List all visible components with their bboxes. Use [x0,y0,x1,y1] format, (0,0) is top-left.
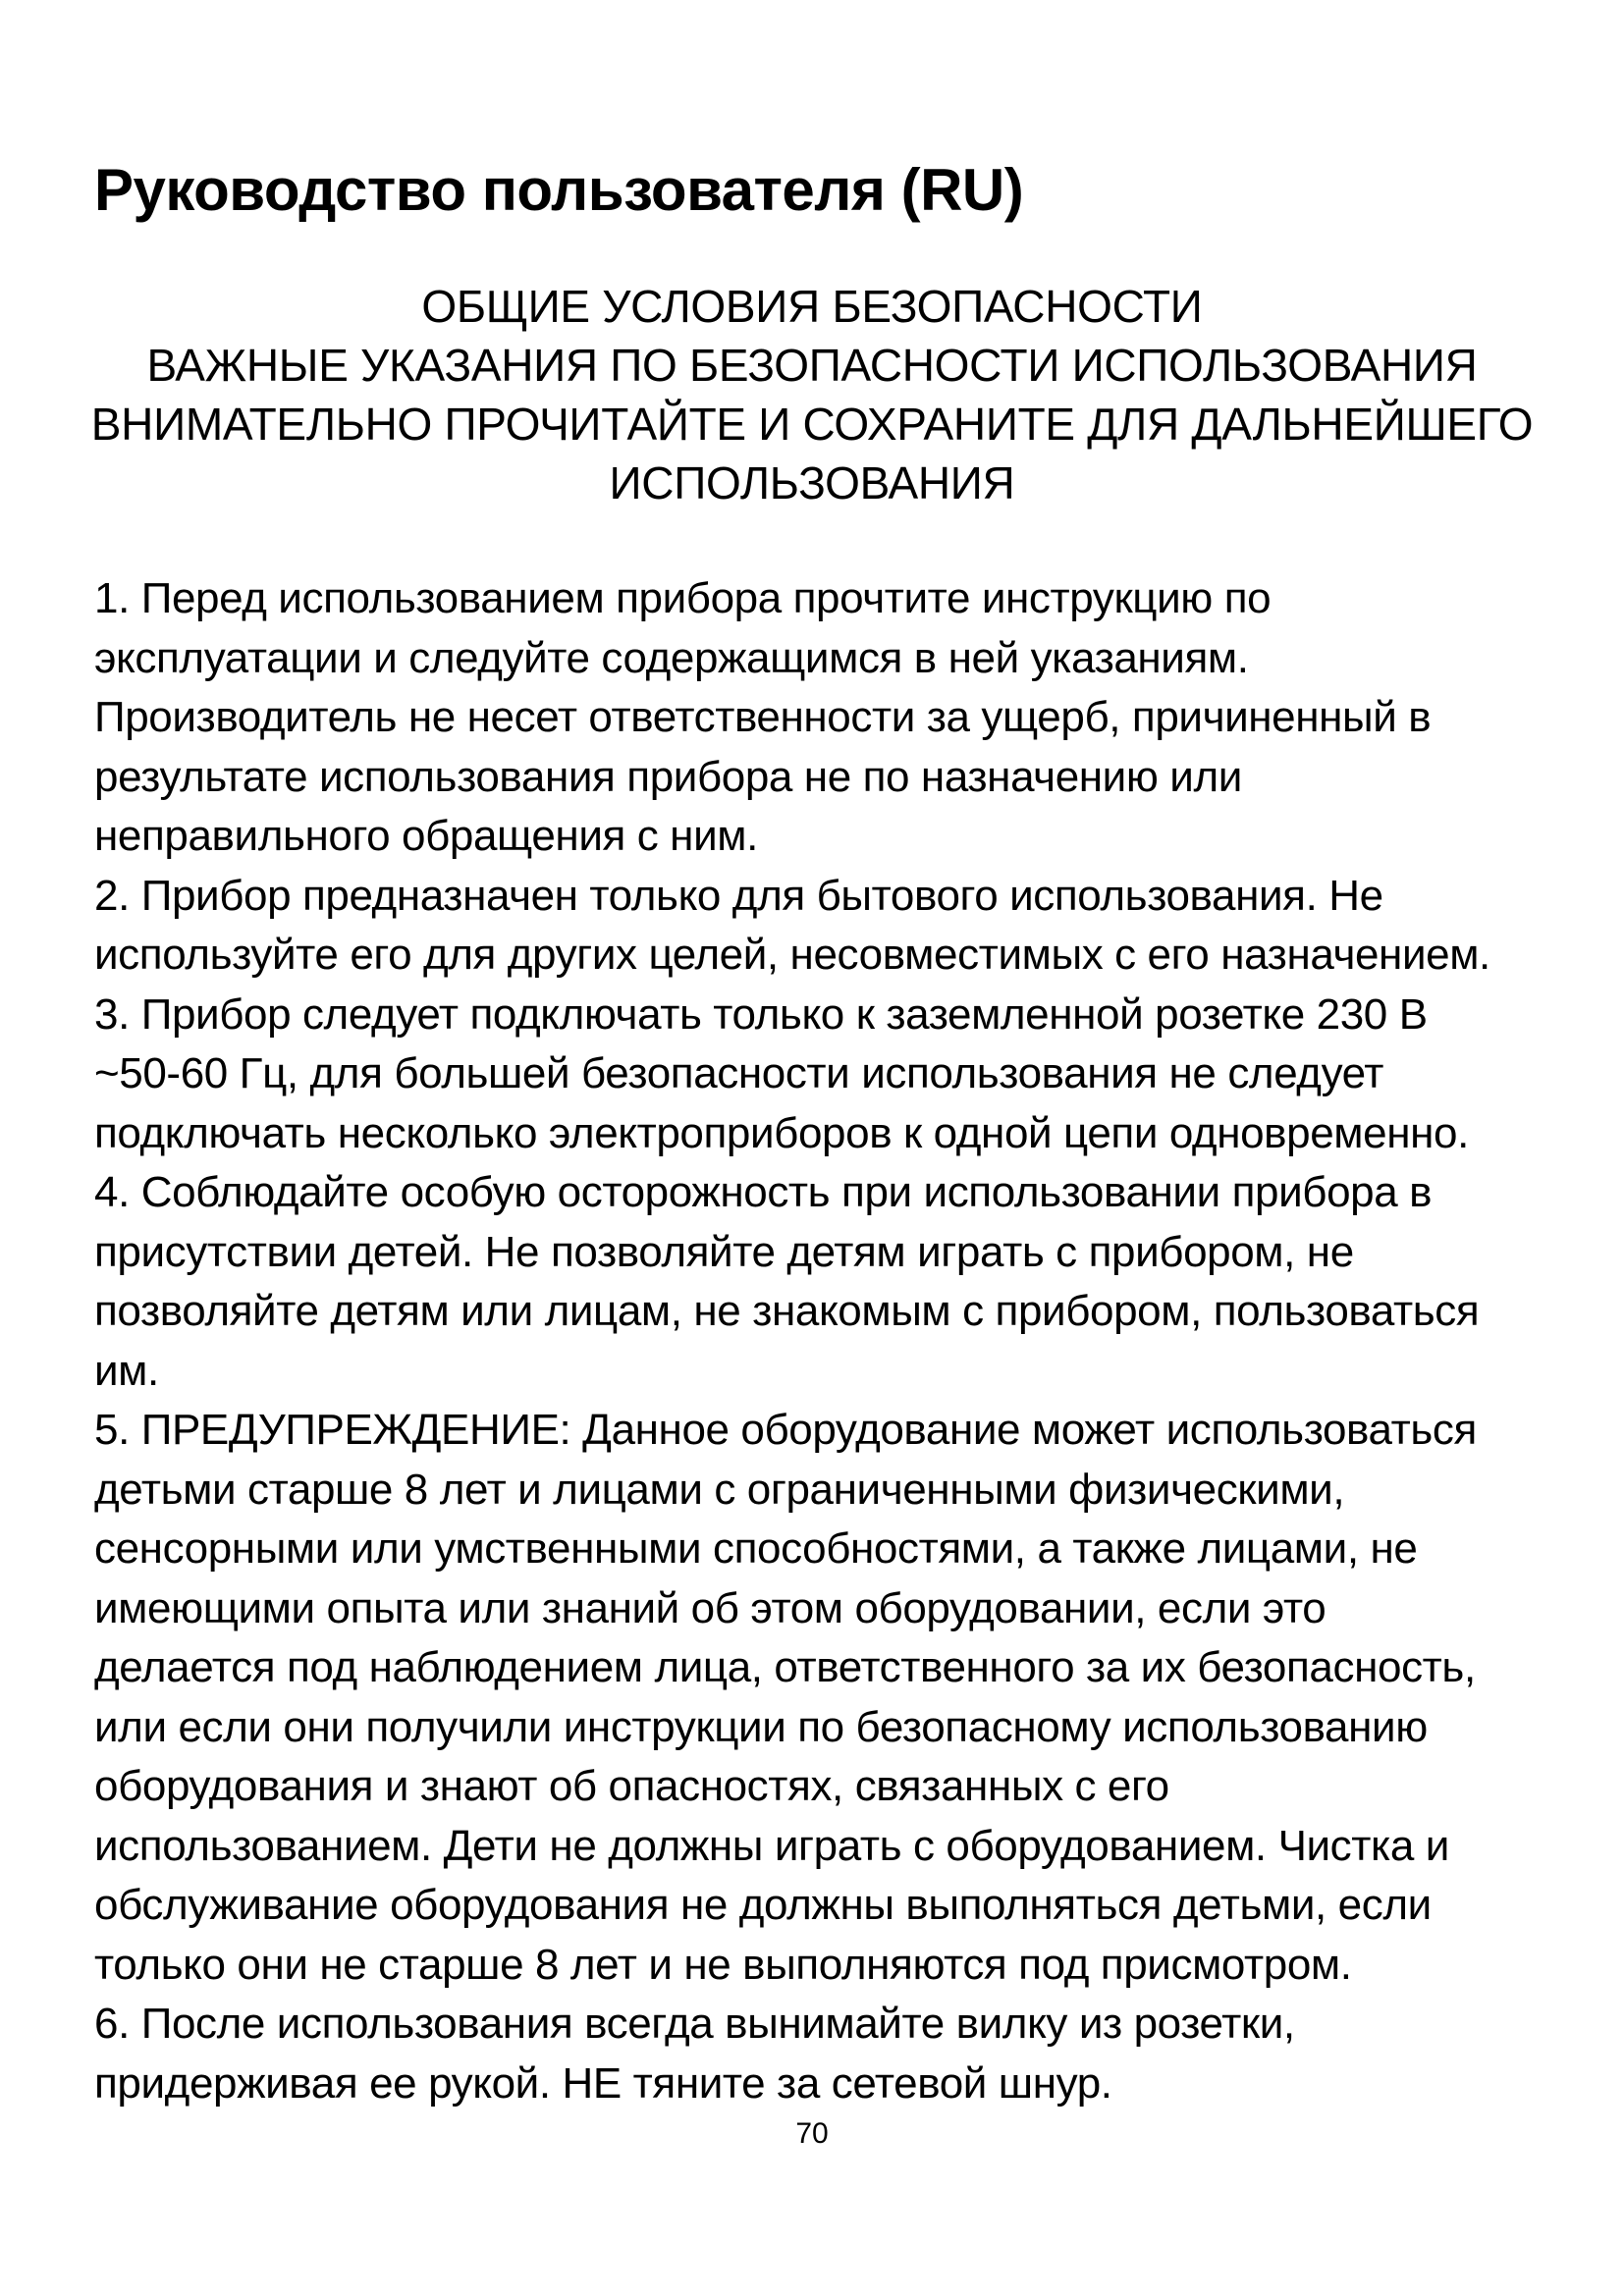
instruction-text-line: используйте его для других целей, несовместимых с его назначением. [94,931,1490,979]
instruction-text-line: только они не старше 8 лет и не выполняются под присмотром. [94,1940,1352,1989]
page-title: Руководство пользователя (RU) [94,157,1024,223]
instruction-text-line: или если они получили инструкции по безопасному использованию [94,1702,1428,1751]
safety-heading-line: ВАЖНЫЕ УКАЗАНИЯ ПО БЕЗОПАСНОСТИ ИСПОЛЬЗОВАНИЯ [146,340,1478,391]
instruction-text-line: 2. Прибор предназначен только для бытового использования. Не [94,871,1383,920]
instruction-text-line: обслуживание оборудования не должны выполняться детьми, если [94,1881,1432,1929]
safety-heading [0,277,1624,512]
instruction-text-line: 5. ПРЕДУПРЕЖДЕНИЕ: Данное оборудование может использоваться [94,1406,1477,1454]
instruction-text-line: использованием. Дети не должны играть с оборудованием. Чистка и [94,1821,1449,1870]
instruction-text-line: 3. Прибор следует подключать только к заземленной розетке 230 В [94,989,1428,1039]
instruction-text-line: позволяйте детям или лицам, не знакомым с прибором, пользоваться [94,1287,1480,1335]
instruction-text-line: придерживая ее рукой. НЕ тяните за сетевой шнур. [94,2058,1112,2108]
safety-heading-line: ИСПОЛЬЗОВАНИЯ [609,457,1015,508]
instruction-text-line: ~50-60 Гц, для большей безопасности использования не следует [94,1049,1384,1097]
instruction-text-line: им. [94,1346,159,1395]
instruction-text-line: результате использования прибора не по назначению или [94,752,1242,801]
instruction-text-line: 6. После использования всегда вынимайте вилку из розетки, [94,2000,1295,2048]
instruction-text-line: присутствии детей. Не позволяйте детям играть с прибором, не [94,1227,1354,1276]
instruction-text-line: Производитель не несет ответственности за ущерб, причиненный в [94,693,1432,741]
instruction-text-line: подключать несколько электроприборов к одной цепи одновременно. [94,1108,1469,1157]
instruction-text-line: детьми старше 8 лет и лицами с ограниченными физическими, [94,1465,1345,1514]
instruction-text-line: 4. Соблюдайте особую осторожность при использовании прибора в [94,1168,1433,1216]
instruction-text-line: имеющими опыта или знаний об этом оборудовании, если это [94,1583,1326,1632]
instruction-text-line: неправильного обращения с ним. [94,812,758,860]
instruction-text-line: 1. Перед использованием прибора прочтите инструкцию по [94,574,1272,622]
instruction-text-line: эксплуатации и следуйте содержащимся в ней указаниям. [94,633,1249,682]
instruction-text-line: сенсорными или умственными способностями, а также лицами, не [94,1524,1418,1573]
safety-heading-line: ОБЩИЕ УСЛОВИЯ БЕЗОПАСНОСТИ [421,281,1203,332]
page-number: 70 [795,2117,829,2150]
safety-heading-line: ВНИМАТЕЛЬНО ПРОЧИТАЙТЕ И СОХРАНИТЕ ДЛЯ ДАЛЬНЕЙШЕГО [90,399,1534,450]
instruction-text-line: делается под наблюдением лица, ответственного за их безопасность, [94,1643,1476,1691]
instruction-text-line: оборудования и знают об опасностях, связанных с его [94,1762,1169,1810]
safety-instructions [94,569,1538,2113]
